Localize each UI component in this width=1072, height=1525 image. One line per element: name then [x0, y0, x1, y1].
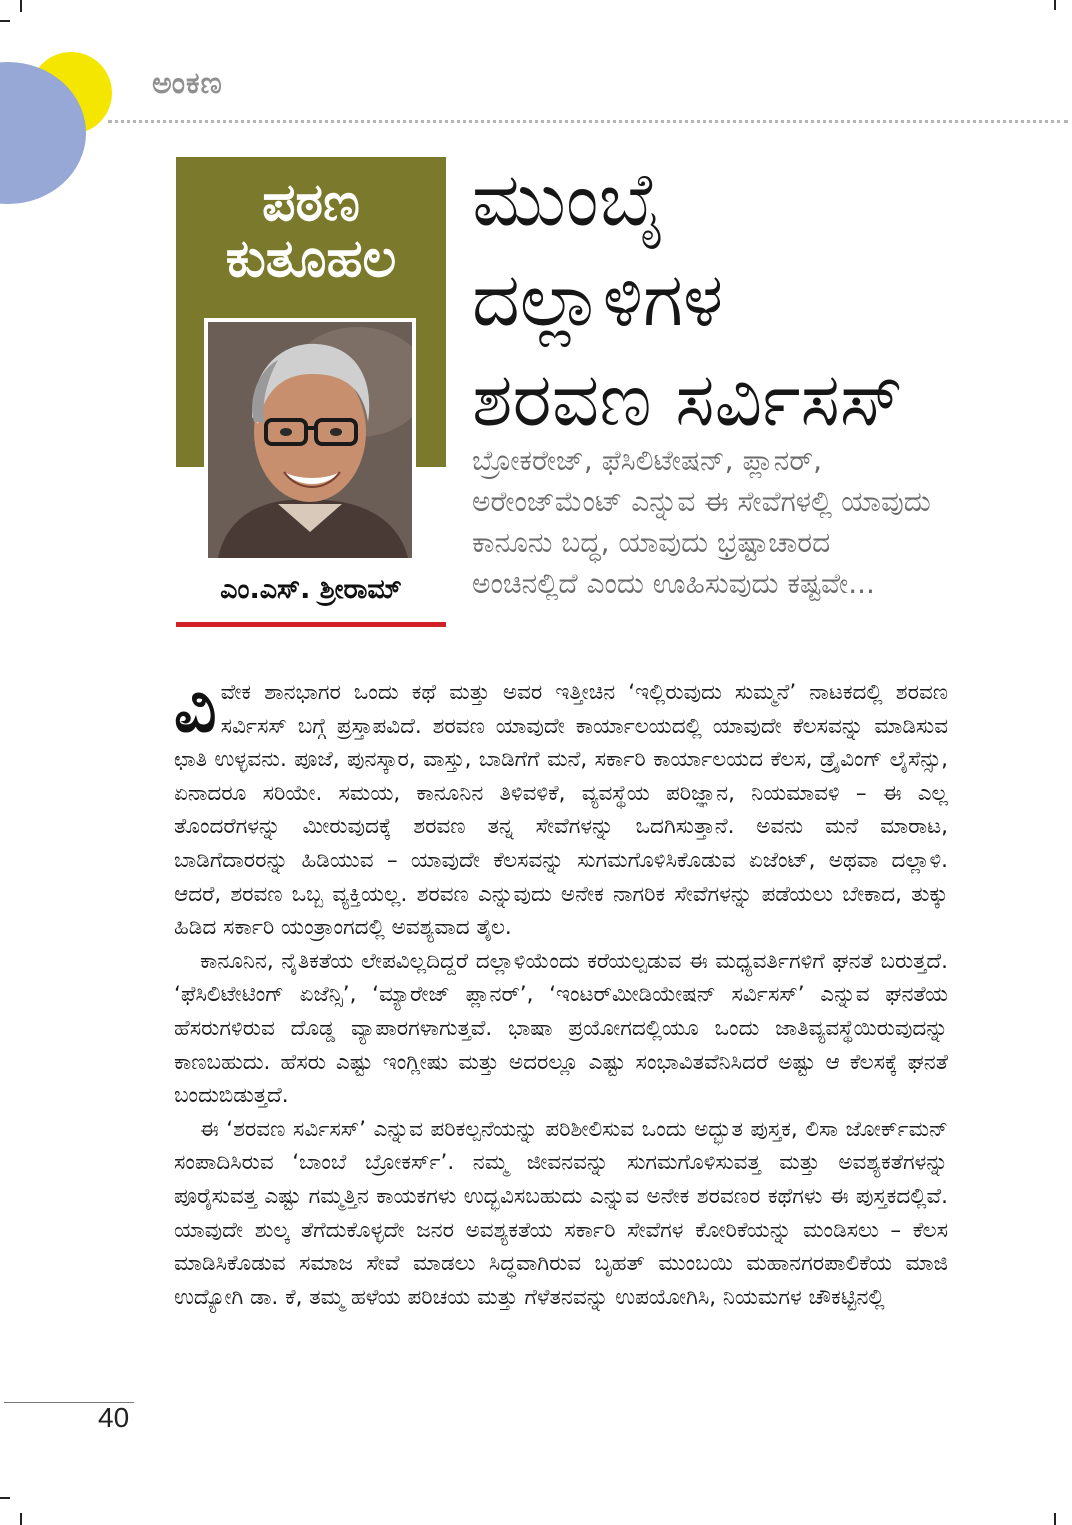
- article-deck: ಬ್ರೋಕರೇಜ್, ಫೆಸಿಲಿಟೇಷನ್, ಪ್ಲಾನರ್, ಅರೇಂಜ್‌ಮೆಂಟ್ ಎನ್ನುವ ಈ ಸೇವೆಗಳಲ್ಲಿ ಯಾವುದು ಕಾನೂನು ಬದ್ಧ, ಯಾವುದು ಭ್ರಷ್ಟಾಚಾರದ ಅಂಚಿನಲ್ಲಿದೆ ಎಂದು ಊಹಿಸುವುದು ಕಷ್ಟವೇ...: [472, 444, 931, 600]
- body-paragraph-1-text: ವೇಕ ಶಾನಭಾಗರ ಒಂದು ಕಥೆ ಮತ್ತು ಅವರ ಇತ್ತೀಚಿನ ‘ಇಲ್ಲಿರುವುದು ಸುಮ್ಮನೆ’ ನಾಟಕದಲ್ಲಿ ಶರವಣ ಸರ್ವಿಸಸ್ ಬಗ್ಗೆ ಪ್ರಸ್ತಾಪವಿದೆ. ಶರವಣ ಯಾವುದೇ ಕಾರ್ಯಾಲಯದಲ್ಲಿ ಯಾವುದೇ ಕೆಲಸವನ್ನು ಮಾಡಿಸುವ ಛಾತಿ ಉಳ್ಳವನು. ಪೂಜೆ, ಪುನಸ್ಕಾರ, ವಾಸ್ತು, ಬಾಡಿಗೆಗೆ ಮನೆ, ಸರ್ಕಾರಿ ಕಾರ್ಯಾಲಯದ ಕೆಲಸ, ಡ್ರೈವಿಂಗ್ ಲೈಸೆನ್ಸು, ಏನಾದರೂ ಸರಿಯೇ. ಸಮಯ, ಕಾನೂನಿನ ತಿಳಿವಳಿಕೆ, ವ್ಯವಸ್ಥೆಯ ಪರಿಜ್ಞಾನ, ನಿಯಮಾವಳಿ – ಈ ಎಲ್ಲ ತೊಂದರೆಗಳನ್ನು ಮೀರುವುದಕ್ಕೆ ಶರವಣ ತನ್ನ ಸೇವೆಗಳನ್ನು ಒದಗಿಸುತ್ತಾನೆ. ಅವನು ಮನೆ ಮಾರಾಟ, ಬಾಡಿಗೆದಾರರನ್ನು ಹಿಡಿಯುವ – ಯಾವುದೇ ಕೆಲಸವನ್ನು ಸುಗಮಗೊಳಿಸಿಕೊಡುವ ಏಜೆಂಟ್, ಅಥವಾ ದಲ್ಲಾಳಿ. ಆದರೆ, ಶರವಣ ಒಬ್ಬ ವ್ಯಕ್ತಿಯಲ್ಲ. ಶರವಣ ಎನ್ನುವುದು ಅನೇಕ ನಾಗರಿಕ ಸೇವೆಗಳನ್ನು ಪಡೆಯಲು ಬೇಕಾದ, ತುಕ್ಕು ಹಿಡಿದ ಸರ್ಕಾರಿ ಯಂತ್ರಾಂಗದಲ್ಲಿ ಅವಶ್ಯವಾದ ತೈಲ.: [174, 680, 948, 941]
- body-paragraph-3: ಈ ‘ಶರವಣ ಸರ್ವಿಸಸ್’ ಎನ್ನುವ ಪರಿಕಲ್ಪನೆಯನ್ನು ಪರಿಶೀಲಿಸುವ ಒಂದು ಅದ್ಭುತ ಪುಸ್ತಕ, ಲಿಸಾ ಜೋರ್ಕ್‌ಮನ್ ಸಂಪಾದಿಸಿರುವ ‘ಬಾಂಬೆ ಬ್ರೋಕರ್ಸ್’. ನಮ್ಮ ಜೀವನವನ್ನು ಸುಗಮಗೊಳಿಸುವತ್ತ ಮತ್ತು ಅವಶ್ಯಕತೆಗಳನ್ನು ಪೂರೈಸುವತ್ತ ಎಷ್ಟು ಗಮ್ಮತ್ತಿನ ಕಾಯಕಗಳು ಉದ್ಭವಿಸಬಹುದು ಎನ್ನುವ ಅನೇಕ ಶರವಣರ ಕಥೆಗಳು ಈ ಪುಸ್ತಕದಲ್ಲಿವೆ. ಯಾವುದೇ ಶುಲ್ಕ ತೆಗೆದುಕೊಳ್ಳದೇ ಜನರ ಅವಶ್ಯಕತೆಯ ಸರ್ಕಾರಿ ಸೇವೆಗಳ ಕೋರಿಕೆಯನ್ನು ಮಂಡಿಸಲು – ಕೆಲಸ ಮಾಡಿಸಿಕೊಡುವ ಸಮಾಜ ಸೇವೆ ಮಾಡಲು ಸಿದ್ಧವಾಗಿರುವ ಬೃಹತ್ ಮುಂಬಯಿ ಮಹಾನಗರಪಾಲಿಕೆಯ ಮಾಜಿ ಉದ್ಯೋಗಿ ಡಾ. ಕೆ, ತಮ್ಮ ಹಳೆಯ ಪರಿಚಯ ಮತ್ತು ಗೆಳೆತನವನ್ನು ಉಪಯೋಗಿಸಿ, ನಿಯಮಗಳ ಚೌಕಟ್ಟಿನಲ್ಲಿ: [174, 1116, 948, 1310]
- crop-mark-bottom-left: [20, 1513, 22, 1525]
- crop-mark-left-top: [0, 20, 10, 22]
- page-number: 40: [98, 1402, 130, 1433]
- column-logo-line1: ಪಠಣ: [262, 172, 360, 233]
- author-photo-frame: [204, 318, 416, 562]
- column-logo-line2: ಕುತೂಹಲ: [225, 228, 397, 289]
- section-label: ಅಂಕಣ: [152, 66, 223, 101]
- column-logo: [176, 172, 446, 289]
- crop-mark-bottom-right: [1054, 1513, 1056, 1525]
- headline-line1: ಮುಂಬೈ: [472, 157, 665, 243]
- crop-mark-left-bottom: [0, 1497, 10, 1499]
- author-portrait-illustration: [208, 322, 412, 558]
- crop-mark-top-left: [20, 0, 22, 12]
- article-body: [174, 670, 948, 1314]
- author-underline: [176, 622, 446, 627]
- author-name: ಎಂ.ಎಸ್. ಶ್ರೀರಾಮ್: [220, 574, 402, 605]
- body-paragraph-2: ಕಾನೂನಿನ, ನೈತಿಕತೆಯ ಲೇಪವಿಲ್ಲದಿದ್ದರೆ ದಲ್ಲಾಳಿಯೆಂದು ಕರೆಯಲ್ಪಡುವ ಈ ಮಧ್ಯವರ್ತಿಗಳಿಗೆ ಘನತೆ ಬರುತ್ತದೆ. ‘ಫೆಸಿಲಿಟೇಟಿಂಗ್ ಏಜೆನ್ಸಿ’, ‘ಮ್ಯಾರೇಜ್ ಪ್ಲಾನರ್’, ‘ಇಂಟರ್‌ಮೀಡಿಯೇಷನ್ ಸರ್ವಿಸಸ್’ ಎನ್ನುವ ಘನತೆಯ ಹೆಸರುಗಳಿರುವ ದೊಡ್ಡ ವ್ಯಾಪಾರಗಳಾಗುತ್ತವೆ. ಭಾಷಾ ಪ್ರಯೋಗದಲ್ಲಿಯೂ ಒಂದು ಜಾತಿವ್ಯವಸ್ಥೆಯಿರುವುದನ್ನು ಕಾಣಬಹುದು. ಹೆಸರು ಎಷ್ಟು ಇಂಗ್ಲೀಷು ಮತ್ತು ಅದರಲ್ಲೂ ಎಷ್ಟು ಸಂಭಾವಿತವೆನಿಸಿದರೆ ಅಷ್ಟು ಆ ಕೆಲಸಕ್ಕೆ ಘನತೆ ಬಂದುಬಿಡುತ್ತದೆ.: [174, 948, 948, 1109]
- headline-line2: ದಲ್ಲಾಳಿಗಳ: [472, 257, 724, 343]
- crop-mark-top-right: [1054, 0, 1056, 10]
- article-headline: [472, 150, 1032, 450]
- headline-line3: ಶರವಣ ಸರ್ವಿಸಸ್: [472, 357, 904, 443]
- dropcap: ವಿ: [174, 670, 217, 747]
- author-photo: [208, 322, 412, 558]
- body-paragraph-1: [174, 670, 948, 945]
- dotted-divider: [108, 120, 1068, 123]
